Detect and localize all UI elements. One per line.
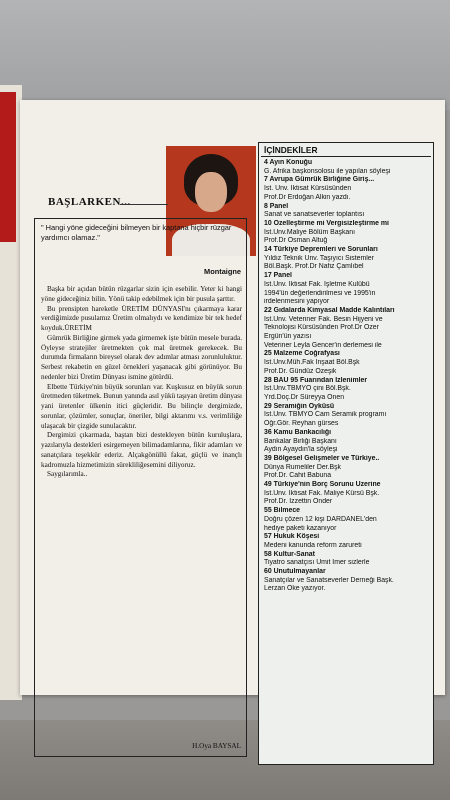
background-top bbox=[0, 0, 450, 110]
toc-entry-title: 10 Özelleştirme mi Vergisizleştirme mi bbox=[264, 219, 389, 227]
toc-entry-title: 7 Avrupa Gümrük Birliğine Giriş... bbox=[264, 176, 375, 184]
toc-entry-description: Böl.Başk. Prof.Dr Nafiz Çamlıbel bbox=[264, 263, 364, 271]
toc-entry-description: Lerzan Öke yazıyor. bbox=[264, 585, 326, 593]
editor-signature: H.Oya BAYSAL bbox=[192, 742, 241, 750]
toc-entry-description: Prof.Dr. Cahit Babuna bbox=[264, 472, 332, 480]
toc-entry-description: G. Afrika başkonsolosu ile yapılan söyleşi bbox=[264, 167, 391, 175]
toc-entry-title: 55 Bilmece bbox=[264, 507, 301, 515]
red-cover-edge bbox=[0, 92, 16, 242]
toc-entry-description: Sanatçılar ve Sanatseverler Derneği Başk. bbox=[264, 576, 394, 584]
editorial-paragraph: Elbette Türkiye'nin büyük sorunları var. Kuşkusuz en büyük sorun üretmeden tüketmek. Bunun yanında asıl yükü taşıyan üretim dünyası yani üretenler ülkenin itici güçleridir. Bu bilinçle dergimizde, sorunlar, çözümler, sonuçlar, öneriler, bilgi aktarımı v.s. verimliliğe ulaşacak bir çizgide sunulacaktır. bbox=[41, 382, 243, 430]
toc-entry-title: 4 Ayın Konuğu bbox=[264, 159, 313, 166]
toc-entry-description: İst.Ünv.TBMYO çini Böl.Bşk. bbox=[264, 385, 351, 393]
toc-entry-description: İst.Ünv. İktisat Fak. Maliye Kürsü Bşk. bbox=[264, 489, 380, 497]
table-of-contents bbox=[258, 142, 434, 765]
toc-entry-description: Medeni kanunda reform zarureti bbox=[264, 541, 362, 549]
toc-title: İÇİNDEKİLER bbox=[264, 145, 318, 155]
toc-entry-description: irdelenmesini yapıyor bbox=[264, 298, 330, 306]
toc-entry-description: Yıldız Teknik Ünv. Taşıyıcı Sistemler bbox=[264, 254, 374, 262]
toc-entry-description: Bankalar Birliği Başkanı bbox=[264, 437, 337, 445]
toc-entry-description: Veteriner Leyla Gencer'in derlemesi ile bbox=[264, 341, 382, 349]
editorial-heading bbox=[48, 196, 163, 210]
toc-entry-description: Yrd.Doç.Dr Süreyya Önen bbox=[264, 393, 345, 401]
editorial-paragraph: Gümrük Birliğine girmek yada girmemek işte bütün mesele burada. Öyleyse stratejiler üretmekten çok mal üretmek gerekecek. Bu durumda firmaların bireysel olarak dev adımlar atması zorunluluktur. Serbest rekabetin en güzel örnekleri yaşanacak gibi görünüyor. Bu nedenler bizi Üretim Dünyası ismine götürdü. bbox=[41, 333, 242, 381]
toc-entry-title: 39 Bölgesel Gelişmeler ve Türkiye.. bbox=[264, 454, 380, 462]
toc-entry-title: 25 Malzeme Coğrafyası bbox=[264, 350, 340, 358]
toc-entry-description: İst.Ünv. Veteriner Fak. Besin Hijyeni ve bbox=[264, 315, 383, 323]
toc-entry-title: 28 BAU 95 Fuarından İzlenimler bbox=[264, 376, 368, 384]
toc-entry-title: 57 Hukuk Köşesi bbox=[264, 533, 320, 541]
toc-entry-title: 29 Seramiğin Öyküsü bbox=[264, 402, 335, 410]
toc-entry-title: 22 Gıdalarda Kimyasal Madde Kalıntıları bbox=[264, 306, 395, 314]
editorial-paragraph: Dergimizi çıkarmada, baştan bizi destekleyen bütün kuruluşlara, yazılarıyla destekleri esirgemeyen bilimadamlarına, fikir adamları ve sanatçılara teşekkür ederiz. Alçakgönüllü fakat, güçlü ve inançlı kadromuzla hizmetimizin sürekliliğesemini diliyoruz. bbox=[41, 431, 242, 469]
toc-entry-description: Aydın Ayaydın'la söyleşi bbox=[264, 446, 338, 454]
toc-list bbox=[264, 159, 430, 594]
toc-entry-title: 49 Türkiye'nin Borç Sorunu Üzerine bbox=[264, 481, 381, 489]
toc-entry-title: 14 Türkiye Depremleri ve Sorunları bbox=[264, 246, 378, 254]
toc-entry-description: Dünya Rumeliler Der.Bşk bbox=[264, 463, 341, 471]
toc-entry-description: İst.Ünv. İktisat Fak. İşletme Kulübü bbox=[264, 280, 370, 288]
toc-entry-description: 1994'ün değerlendirilmesi ve 1995'in bbox=[264, 289, 376, 297]
toc-entry-description: İst.Ünv.Müh.Fak İnşaat Böl.Bşk bbox=[264, 359, 360, 367]
toc-entry-description: İst.Ünv. TBMYO Cam Seramik programı bbox=[264, 411, 387, 419]
toc-entry-title: 8 Panel bbox=[264, 202, 289, 210]
toc-entry-description: Tiyatro sanatçısı Ümit İmer sizlerle bbox=[264, 559, 370, 567]
toc-entry-description: Öğr.Gör. Reyhan gürses bbox=[264, 420, 339, 428]
toc-entry-title: 36 Kamu Bankacılığı bbox=[264, 428, 332, 436]
toc-entry-description: Sanat ve sanatseverler toplantısı bbox=[264, 211, 365, 219]
toc-entry-description: Doğru çözen 12 kişi DARDANEL'den bbox=[264, 515, 377, 523]
toc-entry-title: 58 Kultur-Sanat bbox=[264, 550, 315, 558]
heading-rule bbox=[120, 204, 168, 205]
magazine-page bbox=[20, 100, 445, 750]
editorial-title: BAŞLARKEN... bbox=[48, 196, 131, 208]
editorial-body bbox=[41, 285, 242, 480]
toc-title-rule bbox=[261, 156, 431, 157]
toc-entry-description: Prof.Dr Osman Altuğ bbox=[264, 237, 328, 245]
editorial-paragraph: Başka bir açıdan bütün rüzgarlar sizin için esebilir. Yeter ki hangi yöne gideceğiniz bilin. Yönü takip edebilmek için bir pusula şarttır. bbox=[41, 285, 242, 303]
toc-entry-title: 60 Unutulmayanlar bbox=[264, 568, 326, 576]
editorial-paragraph: Saygılarımla.. bbox=[47, 470, 88, 479]
editorial-paragraph: Bu prensipten hareketle ÜRETİM DÜNYASI'nı çıkarmaya karar verdiğimizde pusulamız Üretim olmalıydı ve kendimize bir tek hedef koyduk.ÜRETİM bbox=[41, 304, 242, 332]
toc-entry-description: Prof.Dr Erdoğan Alkin yazdı. bbox=[264, 193, 351, 201]
epigraph-quote: " Hangi yöne gideceğini bilmeyen bir kaptana hiçbir rüzgar yardımcı olamaz." bbox=[41, 223, 232, 242]
toc-entry-description: hediye paketi kazanıyor bbox=[264, 524, 337, 532]
toc-entry-description: Prof.Dr. Gündüz Özeşik bbox=[264, 367, 337, 375]
toc-entry-description: Prof.Dr. İzzettin Önder bbox=[264, 498, 333, 506]
epigraph-author: Montaigne bbox=[204, 267, 241, 276]
toc-entry-description: Teknolojisi Kürsüsünden Prof.Dr Özer bbox=[264, 324, 379, 332]
toc-entry-description: İst.Ünv.Maliye Bölüm Başkanı bbox=[264, 228, 356, 236]
toc-entry-description: Ergün'ün yazısı bbox=[264, 333, 312, 341]
editorial-box bbox=[34, 218, 247, 757]
toc-entry-description: İst. Ünv. İktisat Kürsüsünden bbox=[264, 185, 352, 193]
toc-entry-title: 17 Panel bbox=[264, 272, 292, 280]
